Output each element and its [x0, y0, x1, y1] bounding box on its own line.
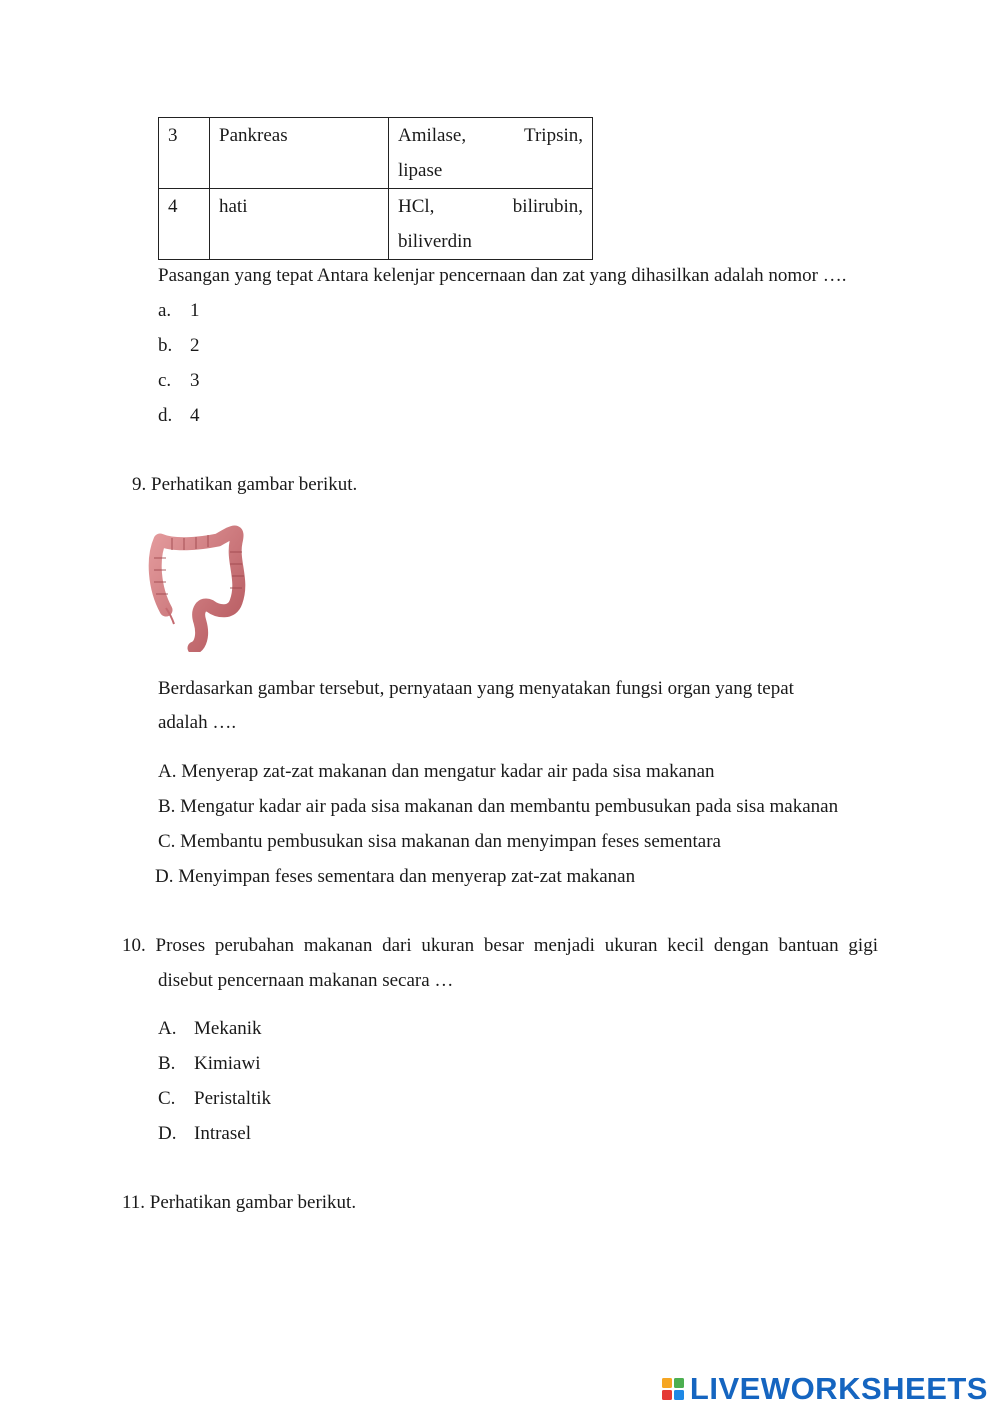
q9-option-d[interactable]: D. Menyimpan feses sementara dan menyerap zat-zat makanan: [155, 866, 636, 887]
liveworksheets-wordmark: LIVEWORKSHEETS: [689, 1371, 988, 1406]
q8-option-d[interactable]: d. 4: [158, 405, 200, 426]
table-cell-zat: HCl, bilirubin, biliverdin: [389, 189, 593, 260]
q8-options: [158, 293, 200, 433]
q9-option-a[interactable]: A. Menyerap zat-zat makanan dan mengatur kadar air pada sisa makanan: [158, 761, 715, 782]
q8-stem: Pasangan yang tepat Antara kelenjar pencernaan dan zat yang dihasilkan adalah nomor ….: [158, 265, 847, 286]
q10-stem-line2: disebut pencernaan makanan secara …: [158, 970, 454, 991]
q11-heading: 11. Perhatikan gambar berikut.: [122, 1192, 357, 1213]
large-intestine-icon: [148, 518, 248, 652]
table-cell-no: 3: [159, 118, 210, 189]
table-cell-organ: Pankreas: [210, 118, 389, 189]
q8-option-b[interactable]: b. 2: [158, 335, 200, 356]
q8-option-a[interactable]: a. 1: [158, 300, 200, 321]
gland-table: [158, 117, 593, 260]
q10-option-c[interactable]: C. Peristaltik: [158, 1088, 272, 1109]
q9-option-b[interactable]: B. Mengatur kadar air pada sisa makanan dan membantu pembusukan pada sisa makanan: [158, 796, 839, 817]
table-cell-no: 4: [159, 189, 210, 260]
q9-option-c[interactable]: C. Membantu pembusukan sisa makanan dan menyimpan feses sementara: [158, 831, 721, 852]
table-row: [159, 189, 593, 260]
q9-stem: Berdasarkan gambar tersebut, pernyataan yang menyatakan fungsi organ yang tepat adalah ….: [158, 678, 794, 733]
q10-option-b[interactable]: B. Kimiawi: [158, 1053, 261, 1074]
liveworksheets-logo: [662, 1372, 988, 1406]
table-cell-organ: hati: [210, 189, 389, 260]
table-cell-zat: Amilase, Tripsin, lipase: [389, 118, 593, 189]
q10-option-a[interactable]: A. Mekanik: [158, 1018, 262, 1039]
table-row: [159, 118, 593, 189]
q9-heading: 9. Perhatikan gambar berikut.: [132, 474, 358, 495]
q9-options: [155, 754, 839, 894]
large-intestine-image: [148, 518, 248, 652]
q8-option-c[interactable]: c. 3: [158, 370, 200, 391]
liveworksheets-logo-icon: [662, 1378, 684, 1400]
q10-options: [158, 1011, 271, 1151]
q10-stem-line1: 10. Proses perubahan makanan dari ukuran besar menjadi ukuran kecil dengan bantuan gigi: [122, 935, 878, 956]
q10-option-d[interactable]: D. Intrasel: [158, 1123, 251, 1144]
